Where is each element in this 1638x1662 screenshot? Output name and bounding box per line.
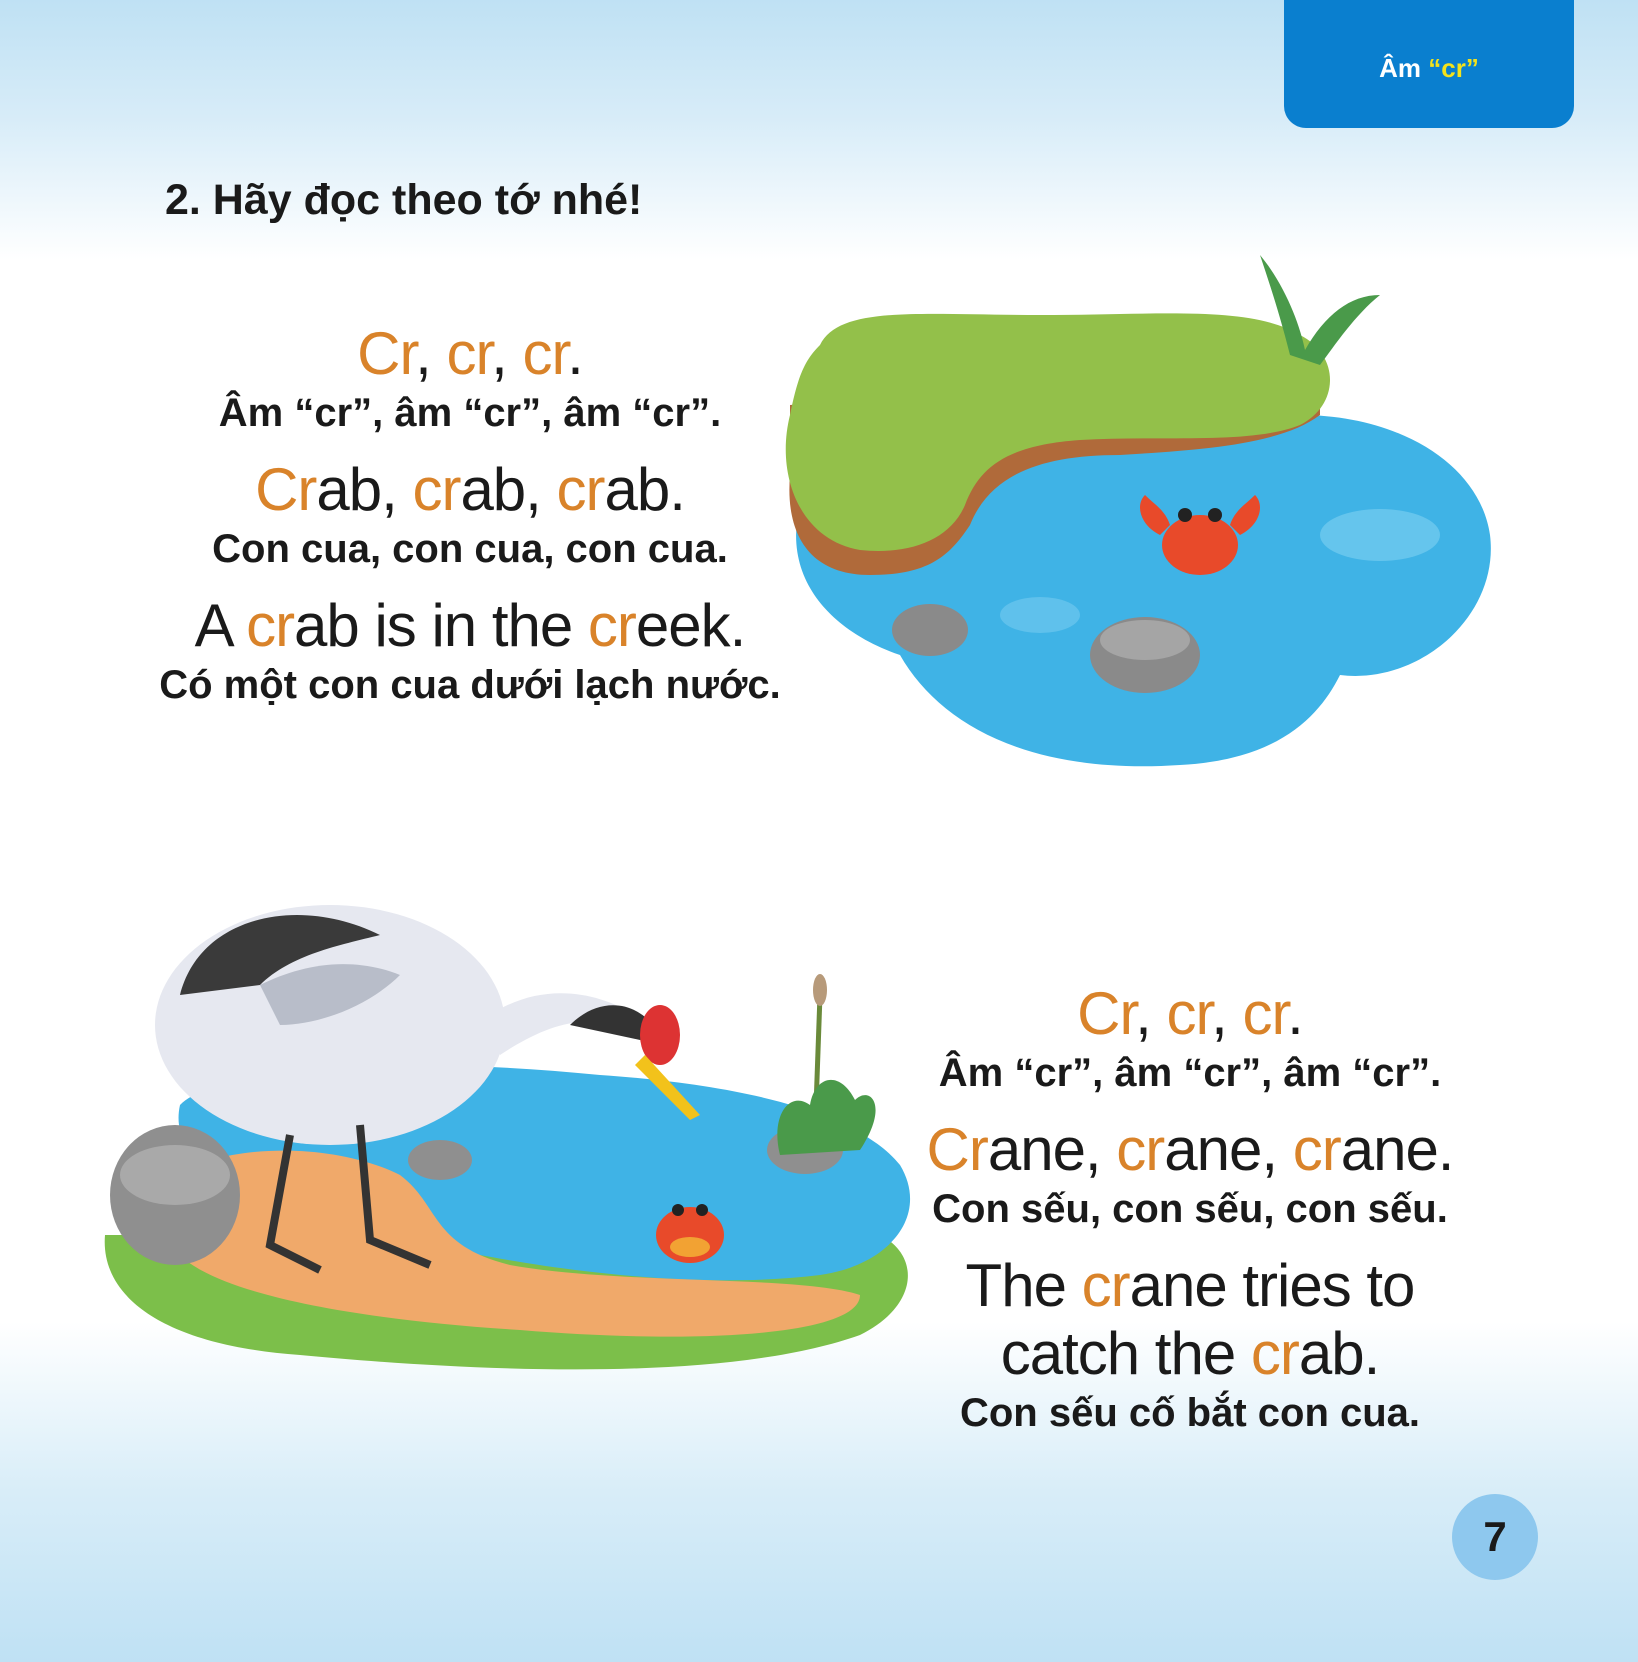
word-text: ab, <box>316 456 413 523</box>
crane-crab-illustration <box>100 875 920 1395</box>
word-text: . <box>567 320 583 387</box>
verse-crab <box>140 320 800 728</box>
phonics-highlight: Cr <box>1077 980 1136 1047</box>
verse1-line3-translation: Có một con cua dưới lạch nước. <box>159 663 781 707</box>
word-text: ane, <box>987 1116 1117 1183</box>
word-text: , <box>1211 980 1243 1047</box>
tab-highlight: “cr” <box>1428 52 1479 83</box>
verse2-line1 <box>880 980 1500 1048</box>
word-text: . <box>1287 980 1303 1047</box>
phonics-highlight: cr <box>522 320 568 387</box>
tab-prefix: Âm <box>1379 52 1422 83</box>
phonics-highlight: cr <box>1081 1252 1130 1319</box>
verse2-line2 <box>880 1116 1500 1184</box>
word-text: The <box>965 1252 1082 1319</box>
phonics-highlight: cr <box>1242 980 1288 1047</box>
phonics-highlight: cr <box>246 592 295 659</box>
phonics-highlight: cr <box>587 592 636 659</box>
verse1-line2 <box>140 456 800 524</box>
phonics-highlight: Cr <box>357 320 416 387</box>
word-text: ab. <box>1298 1320 1380 1387</box>
word-text: ane tries to <box>1129 1252 1415 1319</box>
reed-plant-icon <box>777 974 875 1155</box>
verse1-line1 <box>140 320 800 388</box>
phonics-highlight: Cr <box>926 1116 988 1183</box>
word-text: ane, <box>1164 1116 1293 1183</box>
phonics-highlight: cr <box>446 320 492 387</box>
verse1-line1-translation: Âm “cr”, âm “cr”, âm “cr”. <box>218 391 722 435</box>
verse2-line3-translation: Con sếu cố bắt con cua. <box>959 1391 1421 1435</box>
phonics-highlight: cr <box>1250 1320 1299 1387</box>
header-tab <box>1284 0 1574 128</box>
verse-crane <box>880 980 1500 1456</box>
word-text: catch the <box>1000 1320 1251 1387</box>
phonics-highlight: cr <box>1116 1116 1165 1183</box>
verse2-line1-translation: Âm “cr”, âm “cr”, âm “cr”. <box>938 1051 1442 1095</box>
phonics-highlight: cr <box>556 456 605 523</box>
phonics-highlight: Cr <box>255 456 317 523</box>
pond-highlight <box>1320 509 1440 561</box>
word-text: A <box>194 592 247 659</box>
verse2-line3a <box>880 1252 1500 1320</box>
verse2-line2-translation: Con sếu, con sếu, con sếu. <box>932 1187 1448 1231</box>
page-number-badge: 7 <box>1452 1494 1538 1580</box>
word-text: eek. <box>635 592 746 659</box>
instruction-heading: 2. Hãy đọc theo tớ nhé! <box>165 176 643 224</box>
word-text: , <box>1135 980 1167 1047</box>
pond-crab-illustration <box>780 255 1520 785</box>
phonics-highlight: cr <box>1292 1116 1341 1183</box>
verse1-line3 <box>140 592 800 660</box>
phonics-highlight: cr <box>1166 980 1212 1047</box>
word-text: ab, <box>460 456 557 523</box>
word-text: ab is in the <box>294 592 588 659</box>
verse2-line3b <box>880 1320 1500 1388</box>
word-text: , <box>491 320 523 387</box>
verse1-line2-translation: Con cua, con cua, con cua. <box>212 527 728 571</box>
phonics-highlight: cr <box>412 456 461 523</box>
word-text: , <box>415 320 447 387</box>
word-text: ab. <box>604 456 685 523</box>
word-text: ane. <box>1340 1116 1454 1183</box>
